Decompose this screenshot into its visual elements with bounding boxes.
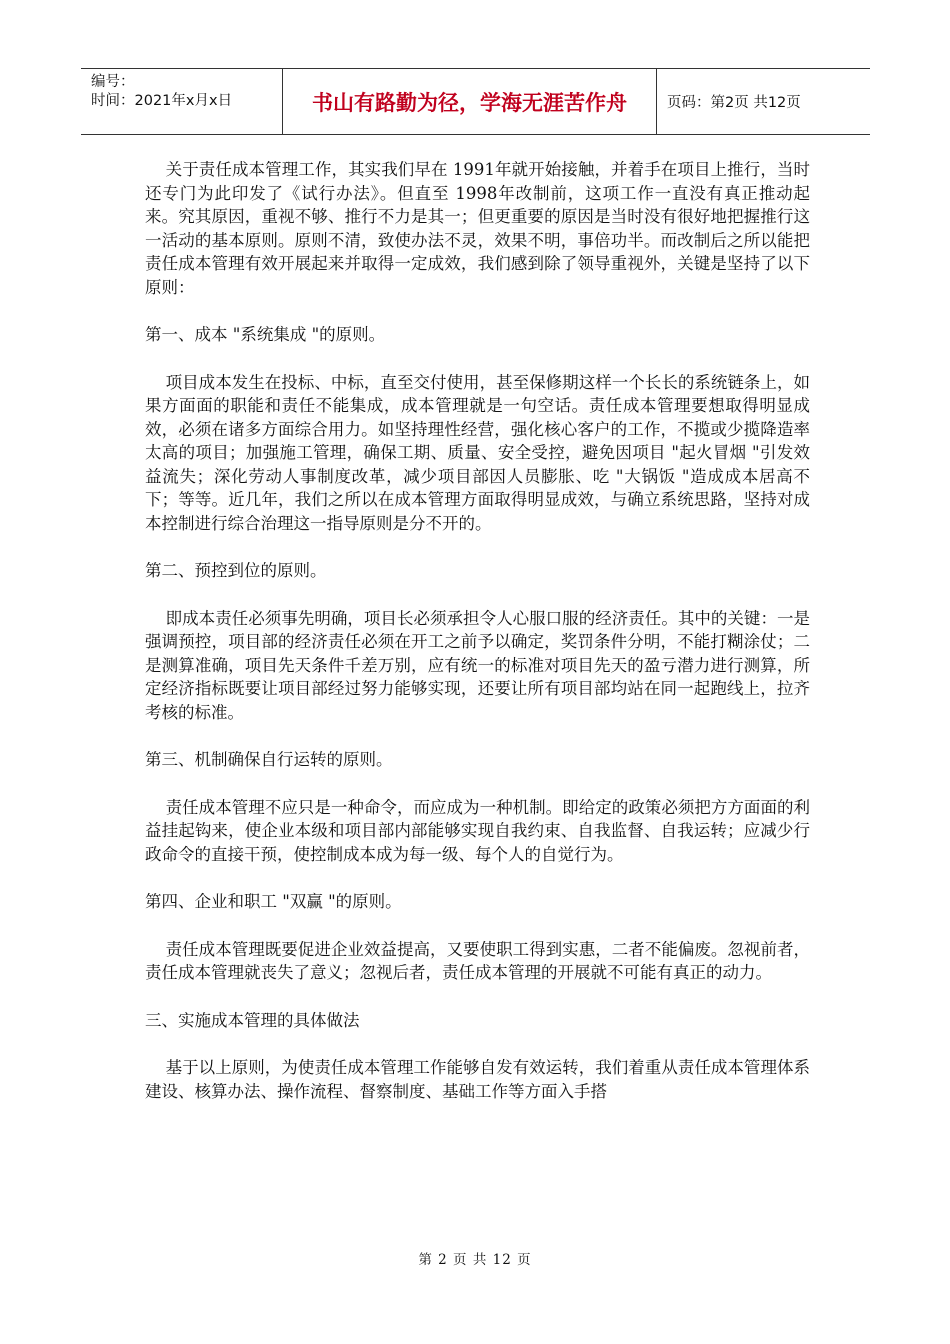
body-paragraph: 基于以上原则，为使责任成本管理工作能够自发有效运转，我们着重从责任成本管理体系建设、核算办法、操作流程、督察制度、基础工作等方面入手搭 bbox=[145, 1058, 810, 1101]
section-heading: 第一、成本 "系统集成 "的原则。 bbox=[145, 325, 386, 344]
document-time-label: 时间：2021年x月x日 bbox=[91, 93, 233, 109]
body-paragraph: 即成本责任必须事先明确，项目长必须承担令人心服口服的经济责任。其中的关键：一是强调预控，项目部的经济责任必须在开工之前予以确定，奖罚条件分明，不能打糊涂仗；二是测算准确，项目先天条件千差万别，应有统一的标准对项目先天的盈亏潜力进行测算，所定经济指标既要让项目部经过努力能够实现，还要让所有项目部均站在同一起跑线上，拉齐考核的标准。 bbox=[145, 608, 810, 722]
body-paragraph: 责任成本管理既要促进企业效益提高，又要使职工得到实惠，二者不能偏废。忽视前者，责任成本管理就丧失了意义；忽视后者，责任成本管理的开展就不可能有真正的动力。 bbox=[145, 939, 810, 982]
page-header bbox=[81, 68, 870, 135]
section-heading: 第四、企业和职工 "双赢 "的原则。 bbox=[145, 892, 402, 911]
document-body bbox=[145, 158, 810, 1127]
header-motto: 书山有路勤为径，学海无涯苦作舟 bbox=[283, 69, 657, 134]
section-heading: 第三、机制确保自行运转的原则。 bbox=[145, 750, 393, 769]
header-meta bbox=[81, 69, 283, 134]
body-paragraph: 项目成本发生在投标、中标，直至交付使用，甚至保修期这样一个长长的系统链条上，如果方面面的职能和责任不能集成，成本管理就是一句空话。责任成本管理要想取得明显成效，必须在诸多方面综合用力。如坚持理性经营，强化核心客户的工作，不揽或少揽降造率太高的项目；加强施工管理，确保工期、质量、安全受控，避免因项目 "起火冒烟 "引发效益流失；深化劳动人事制度改革，减少项目部因人员膨胀、吃 "大锅饭 "造成成本居高不下；等等。近几年，我们之所以在成本管理方面取得明显成效，与确立系统思路，坚持对成本控制进行综合治理这一指导原则是分不开的。 bbox=[145, 372, 810, 533]
page-footer: 第 2 页 共 12 页 bbox=[418, 1252, 532, 1268]
section-heading: 三、实施成本管理的具体做法 bbox=[145, 1010, 360, 1030]
paragraph-intro: 关于责任成本管理工作，其实我们早在 1991年就开始接触，并着手在项目上推行，当时还专门为此印发了《试行办法》。但直至 1998年改制前，这项工作一直没有真正推动起来。究其原因，重视不够、推行不力是其一；但更重要的原因是当时没有很好地把握推行这一活动的基本原则。原则不清，致使办法不灵，效果不明，事倍功半。而改制后之所以能把责任成本管理有效开展起来并取得一定成效，我们感到除了领导重视外，关键是坚持了以下原则： bbox=[145, 160, 810, 297]
header-page-number: 页码：第2页 共12页 bbox=[667, 95, 801, 111]
document-number-label: 编号： bbox=[91, 74, 135, 90]
body-paragraph: 责任成本管理不应只是一种命令，而应成为一种机制。即给定的政策必须把方方面面的利益挂起钩来，使企业本级和项目部内部能够实现自我约束、自我监督、自我运转；应减少行政命令的直接干预，使控制成本成为每一级、每个人的自觉行为。 bbox=[145, 797, 810, 864]
section-heading: 第二、预控到位的原则。 bbox=[145, 561, 327, 580]
